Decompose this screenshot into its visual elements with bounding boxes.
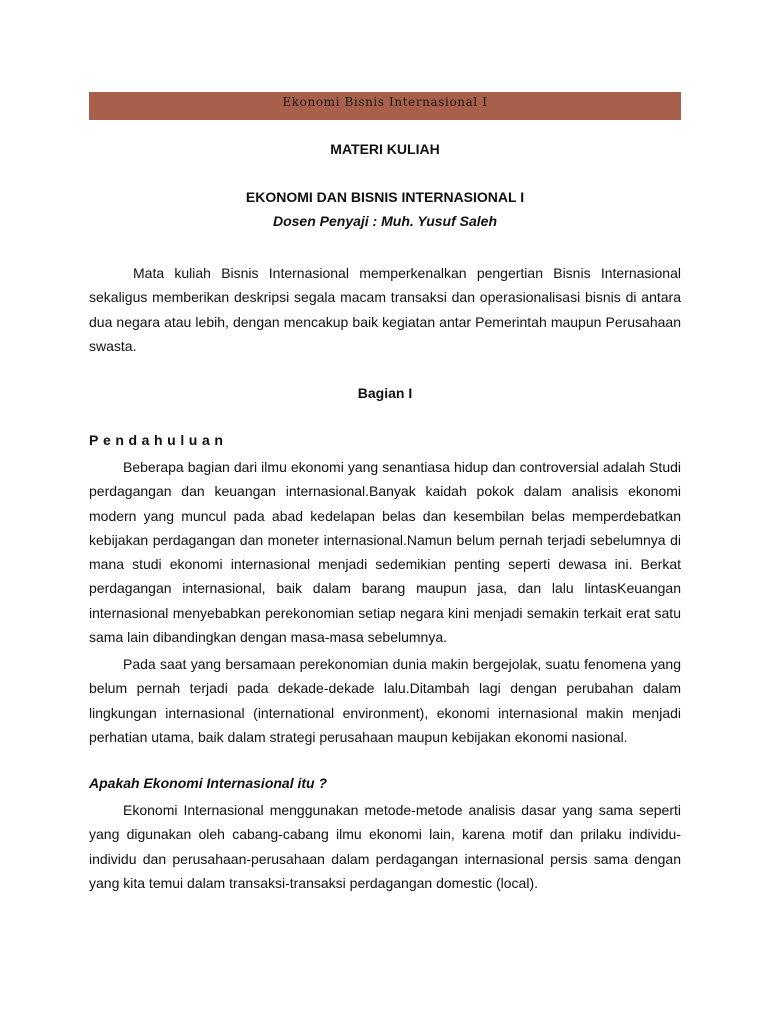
body-paragraph-2: Pada saat yang bersamaan perekonomian dunia makin bergejolak, suatu fenomena yang belum pernah terjadi pada dekade-dekade lalu.Ditambah lagi dengan perubahan dalam lingkungan internasional (international environment), ekonomi internasional makin menjadi perhatian utama, baik dalam strategi perusahaan maupun kebijakan ekonomi nasional. <box>89 656 681 745</box>
running-title: Ekonomi Bisnis Internasional I <box>282 95 488 109</box>
body-paragraph-3: Ekonomi Internasional menggunakan metode-metode analisis dasar yang sama seperti yang digunakan oleh cabang-cabang ilmu ekonomi lain, karena motif dan prilaku individu-individu dan perusahaan-perusahaan dalam perdagangan internasional persis sama dengan yang kita temui dalam transaksi-transaksi perdagangan domestic (local). <box>89 802 681 891</box>
body-paragraph-1: Beberapa bagian dari ilmu ekonomi yang senantiasa hidup dan controversial adalah Studi perdagangan dan keuangan internasional.Banyak kaidah pokok dalam analisis ekonomi modern yang muncul pada abad kedelapan belas dan kesembilan belas memperdebatkan kebijakan perdagangan dan moneter internasional.Namun belum pernah terjadi sebelumnya di mana studi ekonomi internasional menjadi sedemikian penting seperti dewasa ini. Berkat perdagangan internasional, baik dalam barang maupun jasa, dan lalu lintasKeuangan internasional menyebabkan perekonomian setiap negara kini menjadi semakin terkait erat satu sama lain dibandingkan dengan masa-masa sebelumnya. <box>89 459 681 646</box>
intro-paragraph: Mata kuliah Bisnis Internasional memperkenalkan pengertian Bisnis Internasional sekaligus memberikan deskripsi segala macam transaksi dan operasionalisasi bisnis di antara dua negara atau lebih, dengan mencakup baik kegiatan antar Pemerintah maupun Perusahaan swasta. <box>89 265 681 354</box>
lecturer-line: Dosen Penyaji : Muh. Yusuf Saleh <box>272 213 498 229</box>
header-band <box>89 92 681 120</box>
section-heading: Pendahuluan <box>89 432 228 448</box>
document-heading: MATERI KULIAH <box>330 141 440 157</box>
document-title: EKONOMI DAN BISNIS INTERNASIONAL I <box>245 189 525 205</box>
question-heading: Apakah Ekonomi Internasional itu ? <box>89 775 328 791</box>
part-label: Bagian I <box>357 385 413 401</box>
